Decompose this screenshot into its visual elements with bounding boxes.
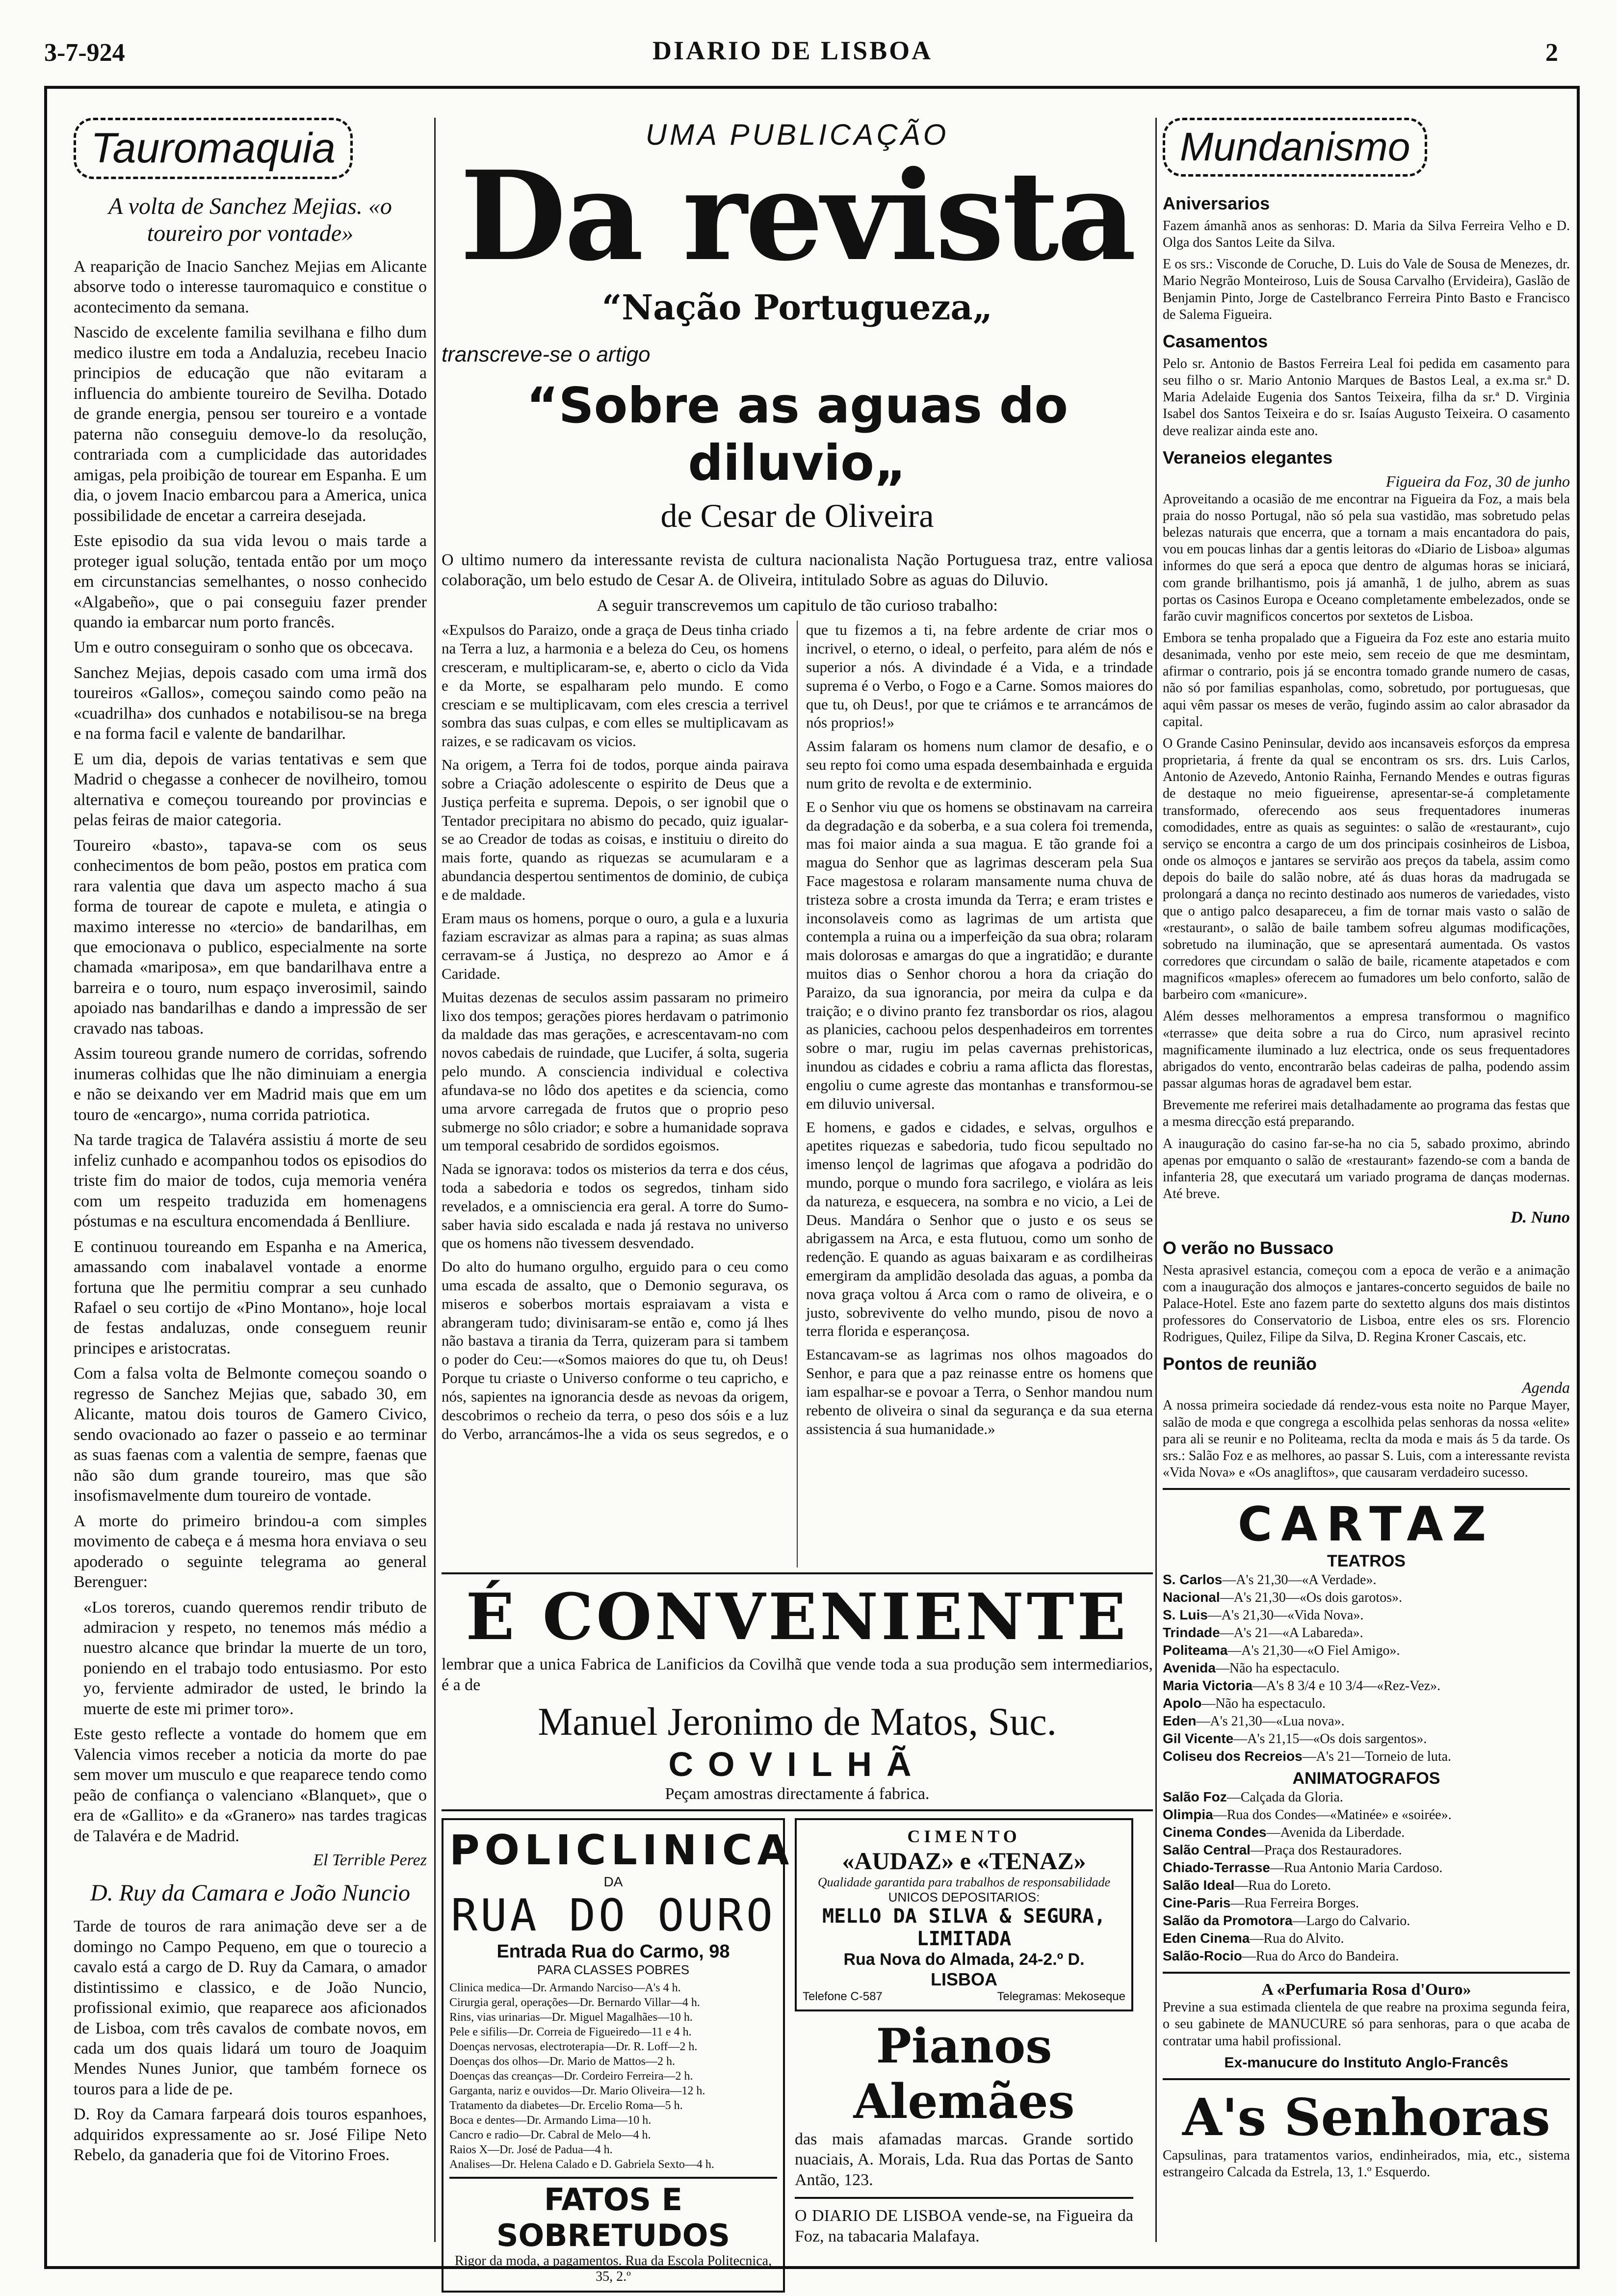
paragraph: Embora se tenha propalado que a Figueira da Foz este ano estaria muito desanimada, venho por este meio, sem receio de que me desmintam, afirmar o contrario, pois já se encontra tomado grande numero de casas, não só por familias espanholas, como, sobretudo, por portuguesas, que aqui vêm passar os meses de verão, fugindo assim ao calor abrasador da capital.: [1163, 630, 1570, 730]
clinic-item: Pele e sifilis—Dr. Correia de Figueiredo—11 e 4 h.: [449, 2025, 692, 2038]
ad-title: POLICLINICA: [449, 1826, 794, 1874]
signature: El Terrible Perez: [313, 1851, 427, 1870]
ad-classes: PARA CLASSES POBRES: [537, 1962, 690, 1977]
clinic-item: Boca e dentes—Dr. Armando Lima—10 h.: [449, 2113, 652, 2127]
newspaper-title: DIARIO DE LISBOA: [652, 36, 933, 65]
listing-item: Eden—A's 21,30—«Lua nova».: [1163, 1713, 1345, 1729]
clinic-item: Raios X—Dr. José de Padua—4 h.: [449, 2143, 613, 2156]
listing-item: Chiado-Terrasse—Rua Antonio Maria Cardoso.: [1163, 1860, 1443, 1876]
paragraph: Este episodio da sua vida levou o mais tarde a proteger igual solução, tentada então por um moço em circunstancias semelhantes, o nosso conhecido «Algabeño», que o pai conseguiu fazer prender quando ia embarcar num porto francês.: [74, 532, 427, 631]
paragraph: Assim falaram os homens num clamor de desafio, e o seu repto foi como uma espada desembainhada e erguida num grito de revolta e de exterminio.: [806, 737, 1153, 792]
clinic-item: Cancro e radio—Dr. Cabral de Melo—4 h.: [449, 2128, 651, 2141]
paragraph: A inauguração do casino far-se-ha no cia 5, sabado proximo, abrindo apenas por emquanto o salão de «restaurant» fazendo-se com a banda de infanteria 28, que executará um variado programa de danças modernas. Até breve.: [1163, 1136, 1570, 1201]
paragraph: E o Senhor viu que os homens se obstinavam na carreira da degradação e da soberba, e a sua colera foi tremenda, mas foi maior ainda a sua magua. E tão grande foi a magua do Senhor que as lagrimas desceram pela Sua Face magestosa e rolaram mansamente numa chuva de tristeza sobre a crosta imunda da Terra; e eram tristes e inconsolaveis como as lagrimas de um artista que contempla a ruina ou a imperfeição da sua obra; rolaram mais dolorosas e amargas do que a ingratidão; e durante muitos dias o Senhor chorou a hora da criação do Paraizo, da sua ignorancia, por meira da culpa e da traição; e o divino pranto fez transbordar os rios, alagou as planicies, cachoou pelos despenhadeiros em torrentes sobre o mar, rugiu im pelas cavernas prehistoricas, inundou as cidades e cobriu a rama aflicta das florestas, engoliu o cume agreste das montanhas e transformou-se em diluvio universal.: [806, 798, 1153, 1112]
listing-item: Salão Central—Praça dos Restauradores.: [1163, 1842, 1402, 1858]
paragraph: Na tarde tragica de Talavéra assistiu á morte de seu infeliz cunhado e acompanhou todos os episodios do triste fim do maior de todos, cuja memoria venéra com um respeito traduzida em homenagens póstumas e na escultura encomendada á Benlliure.: [74, 1131, 427, 1231]
teatros-list: [1163, 1571, 1570, 1765]
clinic-item: Garganta, nariz e ouvidos—Dr. Mario Oliveira—12 h.: [449, 2084, 705, 2097]
animatografos-list: [1163, 1788, 1570, 1965]
paragraph: Sanchez Mejias, depois casado com uma irmã dos toureiros «Gallos», começou saindo como peão na «cuadrilha» dos cunhados e notabilisou-se na brega e na forma facil e valente de bandarilhar.: [74, 663, 427, 743]
column-rule: [434, 118, 436, 2242]
ad-fatos-title: FATOS E SOBRETUDOS: [449, 2177, 777, 2253]
signature: D. Nuno: [1511, 1208, 1570, 1227]
headline-da-revista: Da revista: [460, 144, 1135, 288]
clinic-item: Doenças nervosas, electroterapia—Dr. R. Loff—2 h.: [449, 2040, 698, 2053]
paragraph: Nada se ignorava: todos os misterios da terra e dos céus, toda a sabedoria e todos os segredos, tinham sido revelados, e a omnisciencia era geral. A torre do Sumo-saber havia sido escalada e nada já restava no universo que os homens não tivessem desvendado.: [442, 1160, 788, 1252]
listing-item: Trindade—A's 21—«A Labareda».: [1163, 1625, 1363, 1641]
ad-pianos-text: das mais afamadas marcas. Grande sortido nuaciais, A. Morais, Lda. Rua das Portas de Santo Antão, 123.: [795, 2130, 1133, 2189]
listing-item: Gil Vicente—A's 21,15—«Os dois sargentos».: [1163, 1731, 1427, 1747]
paragraph: O Grande Casino Peninsular, devido aos incansaveis esforços da empresa proprietaria, á frente da qual se encontram os srs. drs. Luis Carlos, Antonio de Azevedo, Antonio Rainha, Fernando Mendes e outras figuras de destaque no meio figueirense, apresentar-se-á completamente transformado, oferecendo aos seus frequentadores inumeras comodidades, entre as quais as seguintes: o salão de «restaurant», cujo serviço se encontra a cargo de um dos principais cosinheiros de Lisboa, onde os almoços e jantares se servirão aos preços da tabela, assim como depois do baile do salão nobre, até ás duas horas da madrugada se prolongará a dança no recinto destinado aos numeros de variedades, visto que o antigo palco desapareceu, a fim de tornar mais vasto o salão de «restaurant», o salão de baile tambem sofreu algumas modificações, sobretudo na iluminação, que se apresentará aumentada. Os vastos corredores que circundam o salão de baile, ricamente atapetados e com magnificos «maples» oferecem ao fumadores um belo conforto, salão de barbeiro com «manicure».: [1163, 735, 1570, 1003]
paragraph: «Expulsos do Paraizo, onde a graça de Deus tinha criado na Terra a luz, a harmonia e a beleza do Ceu, os homens cresceram, e multiplicaram-se, e, aberto o ciclo da Vida e da Morte, se espalharam pelo mundo. E como cresciam e se multiplicavam, com eles crescia a terrivel sombra das suas culpas, e com elles se multiplicavam as raizes, e se radicavam os vicios.: [442, 621, 788, 750]
ad-venda-text: O DIARIO DE LISBOA vende-se, na Figueira da Foz, na tabacaria Malafaya.: [795, 2207, 1133, 2245]
subhead-reuniao: Pontos de reunião: [1163, 1354, 1317, 1374]
ad-company: MELLO DA SILVA & SEGURA, LIMITADA: [822, 1905, 1106, 1950]
paragraph: A nossa primeira sociedade dá rendez-vous esta noite no Parque Mayer, salão de moda e que congrega a escolhida pelas senhoras da nossa «elite» para ali se reunir e no Politeama, reclta da moda e mais ás 5 da tarde. Os srs.: Salão Foz e as melhores, ao passar S. Luis, com a interessante revista «Vida Nova» e «Os anagliftos», que causaram verdadeiro sucesso.: [1163, 1398, 1570, 1481]
teatros-head: TEATROS: [1327, 1552, 1406, 1571]
paragraph: E homens, e gados e cidades, e selvas, orgulhos e apetites riquezas e sabedoria, tudo ficou sepultado no imenso lençol de lagrimas que afogava a podridão do mundo, porque o mundo fora sacrilego, e violára as leis da natureza, e esquecera, na sombra e no vicio, a Lei de Deus. Mandára o Senhor que o justo e os seus se abrigassem na Arca, e esta flutuou, como um sonho de redenção. E quando as aguas baixaram e as cordilheiras emergiram da amplidão desolada das aguas, a pomba da nova graça voltou á Arca com o ramo de oliveira, e o justo, sobrevivente do velho mundo, pisou de novo a terra florida e esperançosa.: [806, 1118, 1153, 1340]
listing-item: Olimpia—Rua dos Condes—«Matinée» e «soirée».: [1163, 1807, 1452, 1823]
article-body: [442, 621, 1153, 1567]
column-tauromaquia: [74, 118, 427, 2170]
clinic-item: Analises—Dr. Helena Calado e D. Gabriela Sexto—4 h.: [449, 2158, 714, 2171]
paragraph: Nesta aprasivel estancia, começou com a epoca de verão e a animação com a inauguração dos almoços e jantares-concerto seguidos de baile no Palace-Hotel. Este ano fazem parte do sextetto alguns dos mais distintos professores do Conservatorio de Lisboa, entre eles os srs. Florencio Rodrigues, Quilez, Filipe da Silva, D. Regina Kroner Cascais, etc.: [1163, 1262, 1570, 1345]
ad-fatos-text: Rigor da moda, a pagamentos. Rua da Escola Politecnica, 35, 2.º: [454, 2253, 772, 2284]
ad-perfumaria-text: Previne a sua estimada clientela de que reabre na proxima segunda feira, o seu gabinete de MANUCURE só para senhoras, para o que acaba de contratar uma habil profissional.: [1163, 2000, 1570, 2049]
listing-item: Coliseu dos Recreios—A's 21—Torneio de luta.: [1163, 1748, 1452, 1765]
ad-slogan: Qualidade garantida para trabalhos de responsabilidade: [817, 1875, 1111, 1889]
page-number: 2: [1545, 39, 1558, 67]
article-title: “Sobre as aguas do diluvio„: [526, 377, 1069, 492]
subhead-agenda: Agenda: [1522, 1379, 1570, 1397]
paragraph: D. Roy da Camara farpeará dois touros espanhoes, adquiridos expressamente ao sr. José Filipe Neto Rebelo, da ganaderia que foi de Vitorino Froes.: [74, 2105, 427, 2165]
divider: [1163, 1972, 1570, 1974]
paragraph: Aproveitando a ocasião de me encontrar na Figueira da Foz, a mais bela praia do nosso Portugal, não só pela sua vastidão, mas sobretudo pelas belezas naturais que encerra, que a tornam a mais encantadora do pais, vou em poucas linhas dar a gentis leitoras do «Diario de Lisboa» algumas informes do que será a epoca que dentro de algumas horas se iniciará, com grande brilhantismo, pois já amanhã, 1 de julho, abrem as suas portas os Casinos Europa e Oceano completamente embelezados, onde se farão cuvir magnificos concertos por sextetos de Lisboa.: [1163, 491, 1570, 624]
paragraph: Assim toureou grande numero de corridas, sofrendo inumeras colhidas que lhe não diminuiam a energia e não se deixando ver em Madrid mais que em um touro de «encargo», numa corrida patriotica.: [74, 1044, 427, 1124]
paragraph: Pelo sr. Antonio de Bastos Ferreira Leal foi pedida em casamento para seu filho o sr. Mario Antonio Marques de Bastos Leal, a ex.ma sr.ª D. Maria Adelaide Eugenia dos Santos Teixeira, filha da sr.ª D. Virginia Isabel dos Santos Teixeira e do sr. Isaías Augusto Teixeira. O casamento deve realizar ainda este ano.: [1163, 356, 1570, 439]
paragraph: Muitas dezenas de seculos assim passaram no primeiro lixo dos tempos; gerações piores herdavam o patrimonio da maldade das mas gerações, e acrescentavam-no com novos cabedais de ruindade, que Lucifer, á solta, sugeria pelo mundo. A consciencia individual e colectiva afundava-se no lôdo dos apetites e da sciencia, como uma arvore carregada de frutos que o proprio peso submerge no sôlo criador; e sobre a humanidade soprava um temporal cesabrido de sordidos egoismos.: [442, 988, 788, 1154]
listing-item: Cinema Condes—Avenida da Liberdade.: [1163, 1825, 1405, 1841]
issue-date: 3-7-924: [44, 39, 125, 67]
ad-senhoras-text: Capsulinas, para tratamentos varios, endinheirados, mia, etc., sistema estrangeiro Calcada da Estrela, 13, 1.º Esquerdo.: [1163, 2147, 1570, 2180]
ads-right: [795, 1818, 1133, 2293]
paragraph: E continuou toureando em Espanha e na America, amassando com inabalavel vontade a enorme fortuna que lhe permitiu comprar a seu cunhado Rafael o seu cortijo de «Pino Montano», hoje local de festas andaluzas, onde conseguem reunir principes e aristocratas.: [74, 1237, 427, 1357]
paragraph: «Los toreros, cuando queremos rendir tributo de admiracion y respeto, no tenemos más médio a nuestro alcance que brindar la muerte de un toro, poniendo en el trabajo todo entusiasmo. Por esto yo, ferviente admirador de usted, le brindo la muerte de este mi primer toro».: [83, 1598, 427, 1718]
listing-item: S. Luis—A's 21,30—«Vida Nova».: [1163, 1607, 1364, 1623]
listing-item: Eden Cinema—Rua do Alvito.: [1163, 1931, 1344, 1947]
article-body: [74, 257, 427, 1846]
ad-brands: «AUDAZ» e «TENAZ»: [842, 1847, 1086, 1875]
divider: [1163, 1488, 1570, 1490]
listing-item: Politeama—A's 21,30—«O Fiel Amigo».: [1163, 1643, 1400, 1659]
ads-row: [442, 1809, 1153, 2293]
ad-conveniente: [442, 1572, 1153, 1804]
paragraph: A morte do primeiro brindou-a com simples movimento de cabeça e á mesma hora enviava o seu apoderado o seguinte telegrama ao general Berenguer:: [74, 1512, 427, 1592]
dateline: Figueira da Foz, 30 de junho: [1385, 472, 1570, 490]
listing-item: Salão Ideal—Rua do Loreto.: [1163, 1878, 1331, 1894]
listing-item: Avenida—Não ha espectaculo.: [1163, 1660, 1340, 1676]
ad-firm: Manuel Jeronimo de Matos, Suc.: [538, 1700, 1057, 1744]
clinic-item: Tratamento da diabetes—Dr. Ercelio Roma—5 h.: [449, 2099, 683, 2112]
paragraph: Fazem ámanhã anos as senhoras: D. Maria da Silva Ferreira Velho e D. Olga dos Santos Leite da Silva.: [1163, 218, 1570, 251]
clinic-item: Doenças das creanças—Dr. Cordeiro Ferreira—2 h.: [449, 2069, 693, 2083]
divider: [795, 2197, 1133, 2199]
ad-cimento: [795, 1818, 1133, 2011]
article-author: de Cesar de Oliveira: [660, 497, 934, 534]
headline-sanchez-mejias: A volta de Sanchez Mejias. «o toureiro por vontade»: [108, 193, 392, 246]
clinic-item: Rins, vias urinarias—Dr. Miguel Magalhães—10 h.: [449, 2010, 693, 2024]
ad-pianos-title: Pianos Alemães: [853, 2018, 1075, 2129]
paragraph: E os srs.: Visconde de Coruche, D. Luis do Vale de Sousa de Menezes, dr. Mario Negrão Monteiroso, Luis de Sousa Carvalho (Ervideira), Gaslão de Benjamin Pinto, Jorge de Castelbranco Ferreira Pinto Basto e Francisco de Salema Figueira.: [1163, 257, 1570, 322]
ad-telegramas: Telegramas: Mekoseque: [997, 1989, 1125, 2003]
ad-title: É CONVENIENTE: [466, 1579, 1129, 1655]
ad-text: lembrar que a unica Fabrica de Lanificios da Covilhã que vende toda a sua produção sem intermediarios, é a de: [442, 1655, 1153, 1694]
listing-item: Salão Foz—Calçada da Gloria.: [1163, 1789, 1343, 1805]
section-title-tauromaquia: Tauromaquia: [74, 118, 353, 179]
paragraph: Um e outro conseguiram o sonho que os obcecava.: [74, 638, 414, 657]
ad-title: CIMENTO: [907, 1826, 1021, 1846]
divider: [1163, 2078, 1570, 2080]
intro-paragraph: A seguir transcrevemos um capitulo de tão curioso trabalho:: [597, 596, 998, 615]
intro-paragraph: O ultimo numero da interessante revista de cultura nacionalista Nação Portuguesa traz, entre valiosa colaboração, um belo estudo de Cesar A. de Oliveira, intitulado Sobre as aguas do Diluvio.: [442, 551, 1153, 590]
kicker: UMA PUBLICAÇÃO: [645, 118, 949, 151]
listing-item: Maria Victoria—A's 8 3/4 e 10 3/4—«Rez-Vez».: [1163, 1678, 1441, 1694]
listing-item: Salão-Rocio—Rua do Arco do Bandeira.: [1163, 1948, 1399, 1964]
subhead-casamentos: Casamentos: [1163, 331, 1268, 351]
column-mundanismo: [1163, 118, 1570, 2186]
headline-ruy-da-camara: D. Ruy da Camara e João Nuncio: [90, 1880, 410, 1906]
cartaz-title: CARTAZ: [1237, 1497, 1495, 1552]
section-title-mundanismo: Mundanismo: [1163, 118, 1427, 177]
paragraph: Com a falsa volta de Belmonte começou soando o regresso de Sanchez Mejias que, sabado 30, em Alicante, matou dois touros de Gamero Civico, sendo ovacionado ao fazer o passeio e ao terminar as suas faenas com a valentia de sempre, faenas que não são dum grande toureiro, mas que são insofismavelmente dum toureiro de vontade.: [74, 1364, 427, 1505]
clinic-item: Doenças dos olhos—Dr. Mario de Mattos—2 h.: [449, 2055, 675, 2068]
ad-telefone: Telefone C-587: [803, 1989, 883, 2003]
paragraph: Este gesto reflecte a vontade do homem que em Valencia vimos receber a noticia da morte do pae sem mover um musculo e que reaparece tendo como peão de confiança o valenciano «Blanquet», que o era de «Gallito» e da «Granero» nas tardes tragicas de Talavéra e de Madrid.: [74, 1725, 427, 1845]
paragraph: A reaparição de Inacio Sanchez Mejias em Alicante absorve todo o interesse tauromaquico e constitue o acontecimento da semana.: [74, 258, 427, 316]
subhead-veraneios: Veraneios elegantes: [1163, 447, 1333, 468]
magazine-name: “Nação Portugueza„: [602, 287, 992, 328]
paragraph: Na origem, a Terra foi de todos, porque ainda pairava sobre a Criação adolescente o espirito de Deus que a Justiça perfeita e suprema. Depois, o ser ignobil que o Tentador precipitara no abismo do pecado, quiz igualar-se ao Creador de todas as coisas, e instituiu o direito do mais forte, quando as riquezas se acumularam e a abundancia despertou sentimentos de dominio, de cubiça e de maldade.: [442, 756, 788, 903]
ad-address: Rua Nova do Almada, 24-2.º D.: [843, 1950, 1085, 1969]
listing-item: S. Carlos—A's 21,30—«A Verdade».: [1163, 1572, 1377, 1588]
animatografos-head: ANIMATOGRAFOS: [1292, 1769, 1440, 1788]
listing-item: Apolo—Não ha espectaculo.: [1163, 1696, 1326, 1712]
ad-footer: Peçam amostras directamente á fabrica.: [665, 1785, 930, 1803]
listing-item: Salão da Promotora—Largo do Calvario.: [1163, 1913, 1410, 1929]
ad-unicos: UNICOS DEPOSITARIOS:: [888, 1889, 1040, 1905]
ad-perfumaria-title: A «Perfumaria Rosa d'Ouro»: [1261, 1981, 1471, 1999]
ad-policlinica: [442, 1818, 794, 2293]
paragraph: Estancavam-se as lagrimas nos olhos magoados do Senhor, e para que a paz reinasse entre os homens que iam espalhar-se e povoar a Terra, o Senhor mandou num rebento de oliveira o sinal da segurança e da sua eterna assistencia á sua humanidade.»: [806, 1346, 1153, 1437]
paragraph: Brevemente me referirei mais detalhadamente ao programa das festas que a mesma direcção está preparando.: [1163, 1097, 1570, 1130]
column-rule: [1155, 118, 1157, 2242]
ad-title: RUA DO OURO: [450, 1889, 776, 1941]
clinic-item: Cirurgia geral, operações—Dr. Bernardo Villar—4 h.: [449, 1996, 700, 2009]
subhead-bussaco: O verão no Bussaco: [1163, 1237, 1334, 1258]
listing-item: Cine-Paris—Rua Ferreira Borges.: [1163, 1895, 1359, 1911]
paragraph: Eram maus os homens, porque o ouro, a gula e a luxuria faziam escravizar as almas para a rapina; as suas almas cerravam-se á Justiça, no desprezo ao Amor e á Caridade.: [442, 909, 788, 983]
paragraph: Além desses melhoramentos a empresa transformou o magnifico «terrasse» que deita sobre a rua do Circo, num aprasivel recinto magnificamente iluminado a luz electrica, onde os seus frequentadores abrigados do vento, encontrarão belas cadeiras de palha, podendo assim passar algumas horas de agradavel bem estar.: [1163, 1009, 1570, 1092]
ad-city: COVILHÃ: [668, 1745, 926, 1784]
listing-item: Nacional—A's 21,30—«Os dois garotos».: [1163, 1590, 1403, 1606]
ad-city: LISBOA: [930, 1969, 997, 1989]
ad-contacts: [803, 1990, 1125, 2004]
subhead-aniversarios: Aniversarios: [1163, 193, 1270, 213]
paragraph: Nascido de excelente familia sevilhana e filho dum medico ilustre em toda a Andaluzia, recebeu Inacio principios de educação que não evitaram a influencia do ambiente toureiro de Sevilha. Dotado de grande energia, pensou ser toureiro e a vontade paterna não conseguiu demove-lo da resolução, contrariada com a cumplicidade das autoridades amigas, pela proibição de tourear em Espanha. E um dia, o jovem Inacio embarcou para a America, unica possibilidade de encetar a carreira desejada.: [74, 323, 427, 525]
column-revista: [442, 118, 1153, 2293]
clinic-item: Clinica medica—Dr. Armando Narciso—A's 4 h.: [449, 1981, 681, 1994]
ad-title: DA: [603, 1874, 623, 1889]
transcreve-line: transcreve-se o artigo: [442, 342, 651, 366]
ad-perfumaria-footer: Ex-manucure do Instituto Anglo-Francês: [1224, 2054, 1509, 2071]
paragraph: Toureiro «basto», tapava-se com os seus conhecimentos de bom peão, postos em pratica com rara valentia que dava um aspecto macho á sua forma de tourear de capote e muleta, e atingia o maximo interesse no «tercio» de bandarilhas, em que emocionava o publico, especialmente na sorte chamada «mariposa», em que bandarilhava entre a barreira e o touro, num espaço inverosimil, saindo apoiado nas bandarilhas e dando a impressão de ser cravado nas taboas.: [74, 836, 427, 1038]
paragraph: Tarde de touros de rara animação deve ser a de domingo no Campo Pequeno, em que o tourecio a cavalo está a cargo de D. Ruy da Camara, o amador distintissimo e classico, e de João Nuncio, profissional eximio, que reaparece aos aficionados de Lisboa, com três cavalos de combate novos, em cada um dos quais lidará um touro de Joaquim Mendes Nunes Junior, que também fornece os touros para a lide de pe.: [74, 1917, 427, 2098]
paragraph: E um dia, depois de varias tentativas e sem que Madrid o chegasse a conhecer de novilheiro, tomou alternativa e começou toureando por provincias e pelas feiras de maior categoria.: [74, 750, 427, 830]
ad-address: Entrada Rua do Carmo, 98: [496, 1941, 730, 1962]
ad-senhoras-title: A's Senhoras: [1182, 2087, 1550, 2147]
paragraph: Do alto do humano orgulho, erguido para o ceu como uma escada de assalto, que o Demonio segurava, os miseros e soberbos mortais espraiavam a vista e abrangeram tudo; divinisaram-se então e, como já lhes não bastava a tirania da Terra, quizeram para si tambem o poder do Ceu:—«Somos maiores do que tu, oh Deus! Porque tu criaste o Universo conforme o teu capricho, e nós, sapientes na ignorancia desde as nevoas da origem, descobrimos o recheio da terra, o peso dos sóis e a luz do Verbo, arrancámos-lhe a vida os seus segredos, e o que tu fizemos a ti, na febre ardente de criar mos o incrivel, o eterno, o ideal, o perfeito, para além de nós e superior a nós. A divindade é a Vida, e a trindade suprema é o Verbo, o Fogo e a Carne. Somos maiores do que tu, oh Deus!, por que te criámos e te arrancámos de nós proprios!»: [442, 621, 1153, 1442]
